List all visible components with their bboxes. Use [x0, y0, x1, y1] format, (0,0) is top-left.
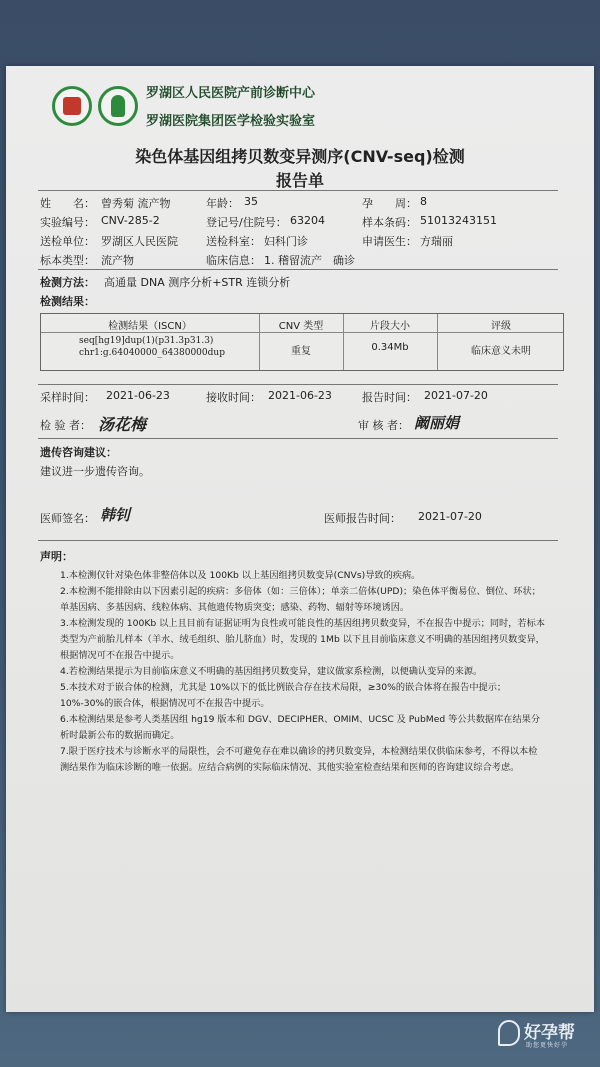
method-label: 检测方法：	[40, 276, 95, 289]
divider	[38, 438, 558, 439]
method-value: 高通量 DNA 测序分析+STR 连锁分析	[104, 276, 291, 289]
collect-value: 2021-06-23	[106, 389, 170, 402]
age-label: 年龄：	[206, 197, 239, 210]
sample-value: 流产物	[101, 254, 134, 267]
clinical-value: 1. 稽留流产 确诊	[264, 254, 355, 267]
report-label: 报告时间：	[362, 391, 417, 404]
reg-label: 登记号/住院号：	[206, 216, 287, 229]
declaration-title: 声明：	[40, 550, 73, 563]
hospital-name-1: 罗湖区人民医院产前诊断中心	[146, 86, 316, 101]
pregnancy-value: 8	[420, 195, 427, 208]
doctor-report-time-value: 2021-07-20	[418, 510, 482, 523]
report-subtitle: 报告单	[275, 171, 324, 190]
declaration-item: 1.本检测仅针对染色体非整倍体以及 100Kb 以上基因组拷贝数变异(CNVs)导致的疾病。	[60, 570, 421, 581]
report-title: 染色体基因组拷贝数变异测序(CNV-seq)检测	[135, 147, 465, 166]
rating-value: 临床意义未明	[471, 346, 531, 357]
dept-value: 妇科门诊	[264, 235, 308, 248]
name-label: 姓 名：	[40, 197, 95, 210]
barcode-value: 51013243151	[420, 214, 497, 227]
declaration-item: 2.本检测不能排除由以下因素引起的疾病：多倍体（如：三倍体）；单亲二倍体(UPD)；染色体平衡易位、倒位、环状；单基因病、多基因病、线粒体病、其他遗传物质突变；感染、药物、辐射等环境诱因。	[60, 586, 541, 613]
iscn-line-2: chr1:g.64040000_64380000dup	[79, 348, 225, 358]
doctor-sign-label: 医师签名：	[40, 512, 95, 525]
doctor-signature: 韩钊	[100, 506, 131, 524]
iscn-line-1: seq[hg19]dup(1)(p31.3p31.3)	[79, 336, 214, 346]
sample-label: 标本类型：	[40, 254, 95, 267]
counsel-text: 建议进一步遗传咨询。	[40, 465, 150, 478]
hospital-logo-left	[52, 86, 92, 126]
doctor-label: 申请医生：	[362, 235, 417, 248]
divider	[38, 269, 558, 270]
chat-bubble-icon	[498, 1020, 520, 1046]
declaration-item: 6.本检测结果是参考人类基因组 hg19 版本和 DGV、DECIPHER、OMIM、UCSC 及 PubMed 等公共数据库在结果分析时最新公布的数据而确定。	[60, 714, 541, 741]
lab-no-label: 实验编号：	[40, 216, 95, 229]
reg-value: 63204	[290, 214, 325, 227]
declaration-list	[60, 568, 546, 776]
hospital-logo-right	[98, 86, 138, 126]
doctor-value: 方瑞丽	[420, 235, 453, 248]
watermark-subtitle: 助您更快好孕	[526, 1042, 569, 1049]
collect-label: 采样时间：	[40, 391, 95, 404]
divider	[38, 384, 558, 385]
name-value: 曾秀菊 流产物	[101, 197, 171, 210]
declaration-item: 5.本技术对于嵌合体的检测，尤其是 10%以下的低比例嵌合存在技术局限，≥30%的嵌合体将在报告中提示；10%-30%的嵌合体，根据情况可不在报告中提示。	[60, 682, 507, 709]
header-rating: 评级	[491, 321, 511, 332]
header-iscn: 检测结果（ISCN）	[108, 321, 192, 332]
barcode-label: 样本条码：	[362, 216, 417, 229]
hospital-name-2: 罗湖医院集团医学检验实验室	[146, 114, 316, 129]
report-sheet	[6, 66, 594, 1012]
declaration-item: 4.若检测结果提示为目前临床意义不明确的基因组拷贝数变异，建议做家系检测，以便确认变异的来源。	[60, 666, 483, 677]
declaration-item: 3.本检测发现的 100Kb 以上且目前有证据证明为良性或可能良性的基因组拷贝数变异，不在报告中提示；同时，若标本类型为产前胎儿样本（羊水、绒毛组织、胎儿脐血）时，发现的 1Mb 以下且目前临床意义不明确的基因组拷贝数变异，根据情况可不在报告中提示。	[60, 618, 545, 661]
unit-label: 送检单位：	[40, 235, 95, 248]
watermark-title: 好孕帮	[524, 1023, 575, 1043]
unit-value: 罗湖区人民医院	[101, 235, 178, 248]
lab-no-value: CNV-285-2	[101, 214, 160, 227]
receive-value: 2021-06-23	[268, 389, 332, 402]
divider	[38, 190, 558, 191]
pregnancy-label: 孕 周：	[362, 197, 417, 210]
doctor-report-time-label: 医师报告时间：	[324, 512, 401, 525]
results-label: 检测结果：	[40, 295, 95, 308]
cnv-type-value: 重复	[291, 346, 311, 357]
tester-signature: 汤花梅	[98, 415, 147, 434]
clinical-label: 临床信息：	[206, 254, 261, 267]
header-size: 片段大小	[370, 321, 410, 332]
reviewer-signature: 阚丽娟	[414, 414, 460, 432]
tester-label: 检 验 者：	[40, 419, 91, 432]
age-value: 35	[244, 195, 258, 208]
header-cnv-type: CNV 类型	[278, 321, 324, 332]
receive-label: 接收时间：	[206, 391, 261, 404]
counsel-title: 遗传咨询建议：	[40, 446, 117, 459]
size-value: 0.34Mb	[371, 342, 409, 353]
reviewer-label: 审 核 者：	[358, 419, 409, 432]
divider	[38, 540, 558, 541]
report-value: 2021-07-20	[424, 389, 488, 402]
declaration-item: 7.限于医疗技术与诊断水平的局限性，会不可避免存在难以确诊的拷贝数变异，本检测结果仅供临床参考，不得以本检测结果作为临床诊断的唯一依据。应结合病例的实际临床情况、其他实验室检查结果和医师的咨询建议综合考虑。	[60, 746, 538, 773]
results-table	[40, 313, 564, 371]
dept-label: 送检科室：	[206, 235, 261, 248]
